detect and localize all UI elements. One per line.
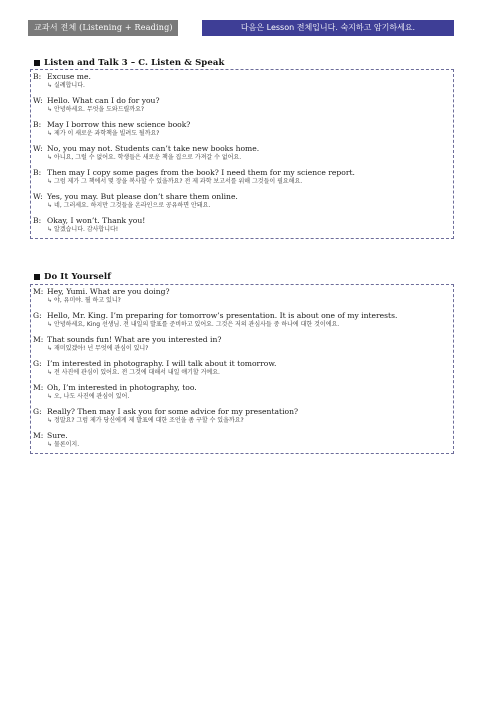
speaker-label: W: xyxy=(33,96,43,105)
english-text: No, you may not. Students can’t take new books home. xyxy=(47,144,260,153)
english-line xyxy=(33,120,449,130)
korean-text: 알겠습니다. 감사합니다! xyxy=(54,226,119,233)
korean-translation xyxy=(33,154,449,162)
dialogue-line xyxy=(33,431,449,449)
dialogue-line xyxy=(33,287,449,305)
korean-text: 오, 나도 사진에 관심이 있어. xyxy=(54,393,130,400)
english-line xyxy=(33,359,449,369)
korean-text: 정말요? 그럼 제가 당신에게 제 발표에 대한 조언을 좀 구할 수 있을까요? xyxy=(54,417,244,424)
section-title-do-it-yourself: Do It Yourself xyxy=(34,272,111,282)
arrow-icon: ↳ xyxy=(47,202,53,209)
dialogue-line xyxy=(33,120,449,138)
section-title-listen-talk: Listen and Talk 3 – C. Listen & Speak xyxy=(34,58,224,68)
english-text: May I borrow this new science book? xyxy=(47,120,191,129)
square-bullet-icon xyxy=(34,60,40,66)
korean-translation xyxy=(33,178,449,186)
speaker-label: G: xyxy=(33,311,42,320)
korean-translation xyxy=(33,297,449,305)
speaker-label: M: xyxy=(33,287,44,296)
dialogue-line xyxy=(33,96,449,114)
english-text: Okay, I won’t. Thank you! xyxy=(47,216,146,225)
korean-translation xyxy=(33,345,449,353)
english-text: I’m interested in photography. I will talk about it tomorrow. xyxy=(47,359,277,368)
korean-text: 제가 이 새로운 과학책을 빌려도 될까요? xyxy=(54,130,160,137)
arrow-icon: ↳ xyxy=(47,345,53,352)
korean-text: 네, 그러세요. 하지만 그것들을 온라인으로 공유하면 안돼요. xyxy=(54,202,211,209)
speaker-label: B: xyxy=(33,216,42,225)
english-line xyxy=(33,72,449,82)
dialogue-line xyxy=(33,144,449,162)
dialogue-box-do-it-yourself xyxy=(30,284,454,454)
korean-text: 실례합니다. xyxy=(54,82,85,89)
korean-translation xyxy=(33,130,449,138)
arrow-icon: ↳ xyxy=(47,441,53,448)
korean-translation xyxy=(33,226,449,234)
korean-translation xyxy=(33,202,449,210)
korean-translation xyxy=(33,369,449,377)
english-line xyxy=(33,431,449,441)
korean-translation xyxy=(33,441,449,449)
english-line xyxy=(33,335,449,345)
speaker-label: G: xyxy=(33,407,42,416)
english-text: Then may I copy some pages from the book? I need them for my science report. xyxy=(47,168,355,177)
korean-text: 물론이지. xyxy=(54,441,80,448)
arrow-icon: ↳ xyxy=(47,417,53,424)
textbook-label: 교과서 전체 (Listening + Reading) xyxy=(28,20,178,36)
arrow-icon: ↳ xyxy=(47,393,53,400)
arrow-icon: ↳ xyxy=(47,321,53,328)
dialogue-line xyxy=(33,192,449,210)
arrow-icon: ↳ xyxy=(47,154,53,161)
arrow-icon: ↳ xyxy=(47,226,53,233)
english-line xyxy=(33,287,449,297)
korean-text: 재미있겠아! 넌 무엇에 관심이 있니? xyxy=(54,345,149,352)
dialogue-line xyxy=(33,311,449,329)
english-text: That sounds fun! What are you interested in? xyxy=(47,335,222,344)
arrow-icon: ↳ xyxy=(47,297,53,304)
english-text: Sure. xyxy=(47,431,68,440)
dialogue-line xyxy=(33,168,449,186)
arrow-icon: ↳ xyxy=(47,106,53,113)
korean-text: 그럼 제가 그 책에서 몇 장을 복사할 수 있을까요? 전 제 과학 보고서를 위해 그것들이 필요해요. xyxy=(54,178,303,185)
korean-text: 안녕하세요. 무엇을 도와드릴까요? xyxy=(54,106,145,113)
arrow-icon: ↳ xyxy=(47,82,53,89)
english-text: Hello. What can I do for you? xyxy=(47,96,160,105)
speaker-label: B: xyxy=(33,168,42,177)
korean-text: 야, 유미야. 뭘 하고 있니? xyxy=(54,297,121,304)
square-bullet-icon xyxy=(34,274,40,280)
dialogue-line xyxy=(33,72,449,90)
english-line xyxy=(33,192,449,202)
korean-text: 아니요, 그럴 수 없어요. 학생들은 새로운 책을 집으로 가져갈 수 없어요. xyxy=(54,154,242,161)
dialogue-line xyxy=(33,216,449,234)
speaker-label: G: xyxy=(33,359,42,368)
dialogue-box-listen-talk xyxy=(30,69,454,239)
english-line xyxy=(33,168,449,178)
speaker-label: M: xyxy=(33,335,44,344)
dialogue-line xyxy=(33,359,449,377)
page-header xyxy=(28,20,454,36)
english-line xyxy=(33,96,449,106)
dialogue-line xyxy=(33,383,449,401)
english-line xyxy=(33,407,449,417)
english-line xyxy=(33,144,449,154)
korean-text: 안녕하세요, King 선생님. 전 내일의 발표를 준비하고 있어요. 그것은 저의 관심사들 중 하나에 대한 것이에요. xyxy=(54,321,340,328)
korean-text: 전 사진에 관심이 있어요. 전 그것에 대해서 내일 얘기할 거예요. xyxy=(54,369,220,376)
english-text: Hey, Yumi. What are you doing? xyxy=(47,287,170,296)
dialogue-line xyxy=(33,407,449,425)
korean-translation xyxy=(33,393,449,401)
korean-translation xyxy=(33,82,449,90)
english-text: Hello, Mr. King. I’m preparing for tomorrow’s presentation. It is about one of my interests. xyxy=(47,311,398,320)
instruction-banner: 다음은 Lesson 전체입니다. 숙지하고 암기하세요. xyxy=(202,20,454,36)
speaker-label: W: xyxy=(33,192,43,201)
arrow-icon: ↳ xyxy=(47,130,53,137)
english-line xyxy=(33,216,449,226)
english-text: Really? Then may I ask you for some advice for my presentation? xyxy=(47,407,299,416)
korean-translation xyxy=(33,417,449,425)
speaker-label: W: xyxy=(33,144,43,153)
arrow-icon: ↳ xyxy=(47,178,53,185)
korean-translation xyxy=(33,321,449,329)
english-line xyxy=(33,383,449,393)
speaker-label: B: xyxy=(33,72,42,81)
speaker-label: B: xyxy=(33,120,42,129)
speaker-label: M: xyxy=(33,431,44,440)
english-text: Excuse me. xyxy=(47,72,91,81)
english-text: Oh, I’m interested in photography, too. xyxy=(47,383,197,392)
speaker-label: M: xyxy=(33,383,44,392)
dialogue-line xyxy=(33,335,449,353)
arrow-icon: ↳ xyxy=(47,369,53,376)
english-line xyxy=(33,311,449,321)
korean-translation xyxy=(33,106,449,114)
english-text: Yes, you may. But please don’t share them online. xyxy=(47,192,238,201)
